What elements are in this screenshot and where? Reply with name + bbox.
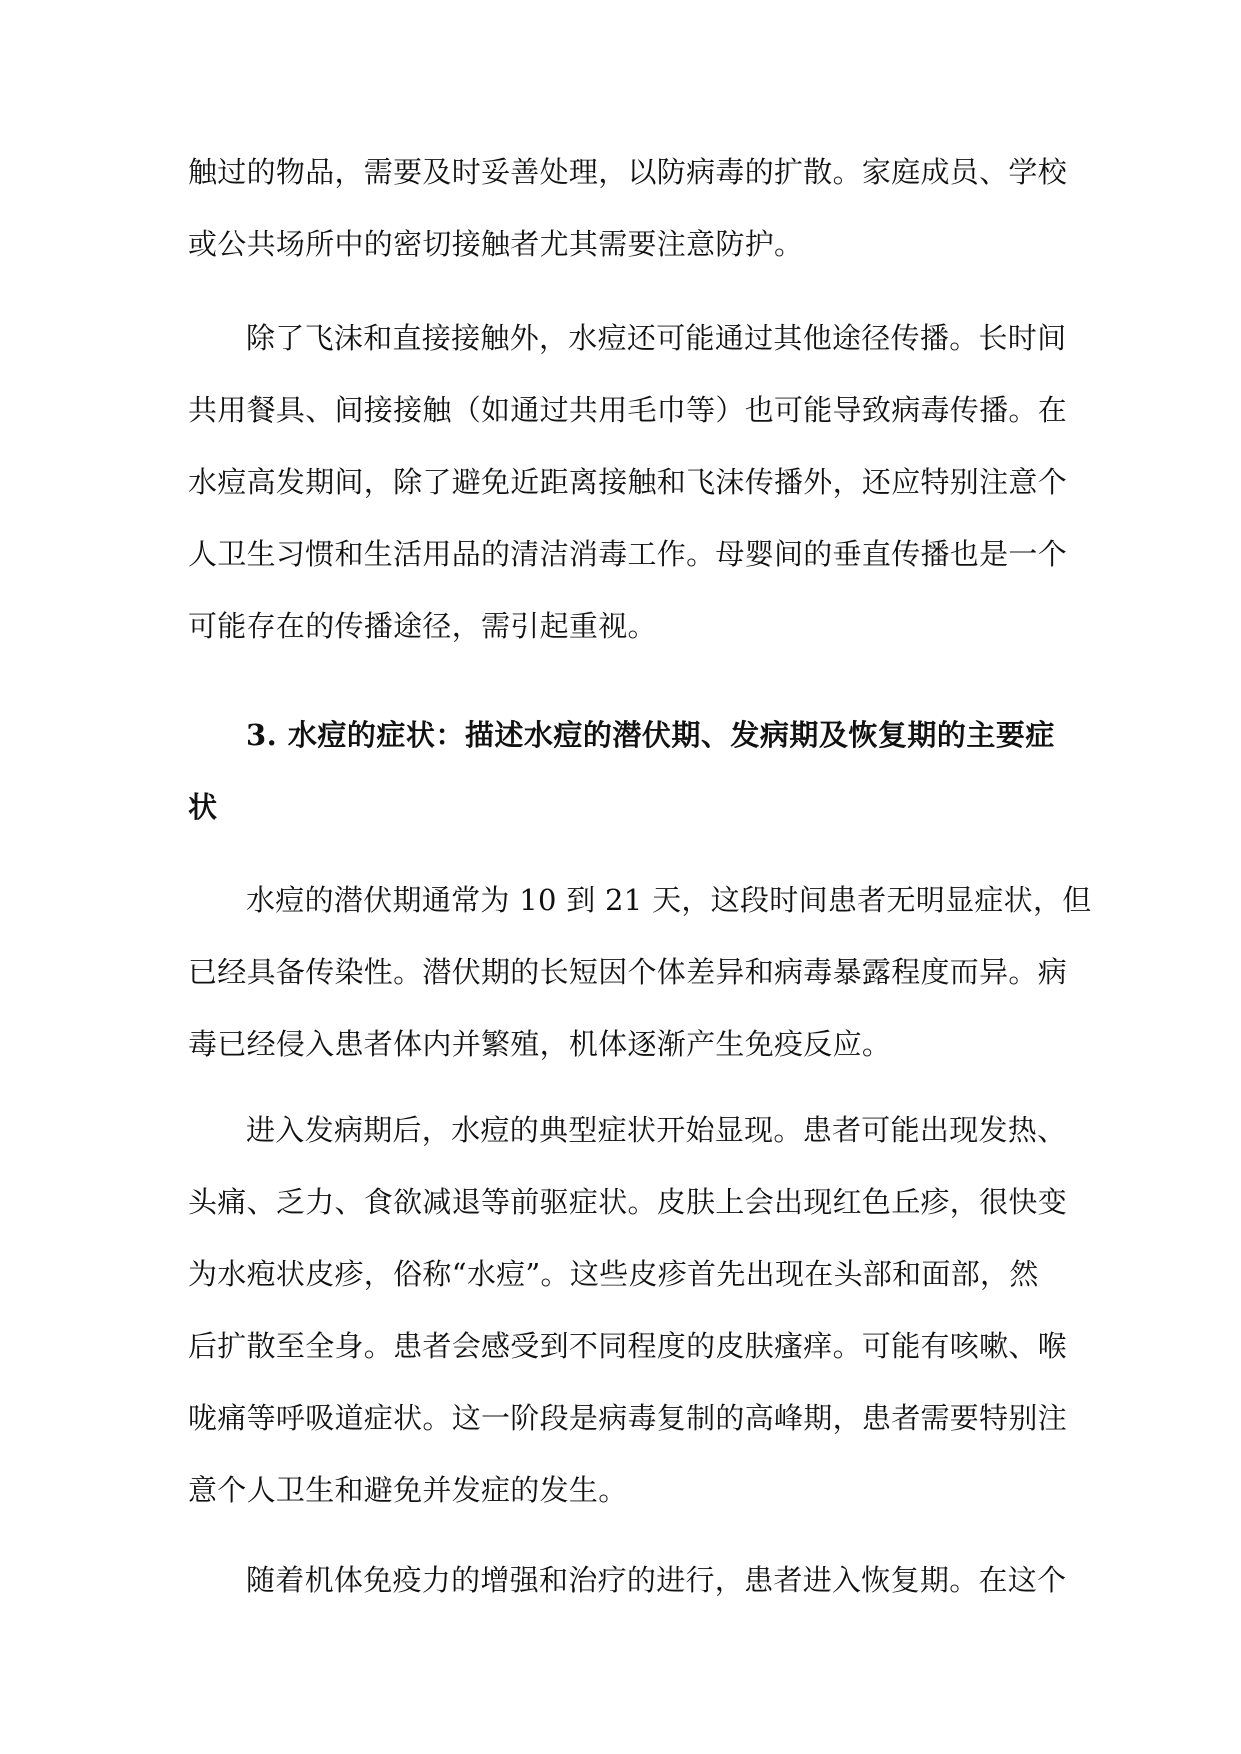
section-heading-line-2: 状 — [188, 790, 218, 824]
paragraph-4-line-3: 为水疱状皮疹，俗称“水痘”。这些皮疹首先出现在头部和面部，然 — [188, 1257, 1039, 1291]
paragraph-1-line-2: 或公共场所中的密切接触者尤其需要注意防护。 — [188, 227, 804, 261]
paragraph-2-line-5: 可能存在的传播途径，需引起重视。 — [188, 609, 657, 643]
paragraph-4-line-4: 后扩散至全身。患者会感受到不同程度的皮肤瘙痒。可能有咳嗽、喉 — [188, 1329, 1068, 1363]
paragraph-2-line-3: 水痘高发期间，除了避免近距离接触和飞沫传播外，还应特别注意个 — [188, 465, 1068, 499]
paragraph-3-line-1: 水痘的潜伏期通常为 10 到 21 天，这段时间患者无明显症状，但 — [246, 883, 1092, 917]
paragraph-2-line-2: 共用餐具、间接接触（如通过共用毛巾等）也可能导致病毒传播。在 — [188, 393, 1068, 427]
paragraph-5-line-1: 随着机体免疫力的增强和治疗的进行，患者进入恢复期。在这个 — [246, 1563, 1067, 1597]
paragraph-2-line-4: 人卫生习惯和生活用品的清洁消毒工作。母婴间的垂直传播也是一个 — [188, 537, 1068, 571]
paragraph-4-line-5: 咙痛等呼吸道症状。这一阶段是病毒复制的高峰期，患者需要特别注 — [188, 1401, 1068, 1435]
paragraph-4-line-6: 意个人卫生和避免并发症的发生。 — [188, 1473, 628, 1507]
paragraph-3-line-3: 毒已经侵入患者体内并繁殖，机体逐渐产生免疫反应。 — [188, 1027, 892, 1061]
paragraph-4-line-1: 进入发病期后，水痘的典型症状开始显现。患者可能出现发热、 — [246, 1113, 1067, 1147]
paragraph-3-line-2: 已经具备传染性。潜伏期的长短因个体差异和病毒暴露程度而异。病 — [188, 955, 1068, 989]
section-heading-line-1: 3. 水痘的症状：描述水痘的潜伏期、发病期及恢复期的主要症 — [246, 718, 1055, 752]
paragraph-2-line-1: 除了飞沫和直接接触外，水痘还可能通过其他途径传播。长时间 — [246, 321, 1067, 355]
paragraph-1-line-1: 触过的物品，需要及时妥善处理，以防病毒的扩散。家庭成员、学校 — [188, 155, 1068, 189]
paragraph-4-line-2: 头痛、乏力、食欲减退等前驱症状。皮肤上会出现红色丘疹，很快变 — [188, 1185, 1068, 1219]
